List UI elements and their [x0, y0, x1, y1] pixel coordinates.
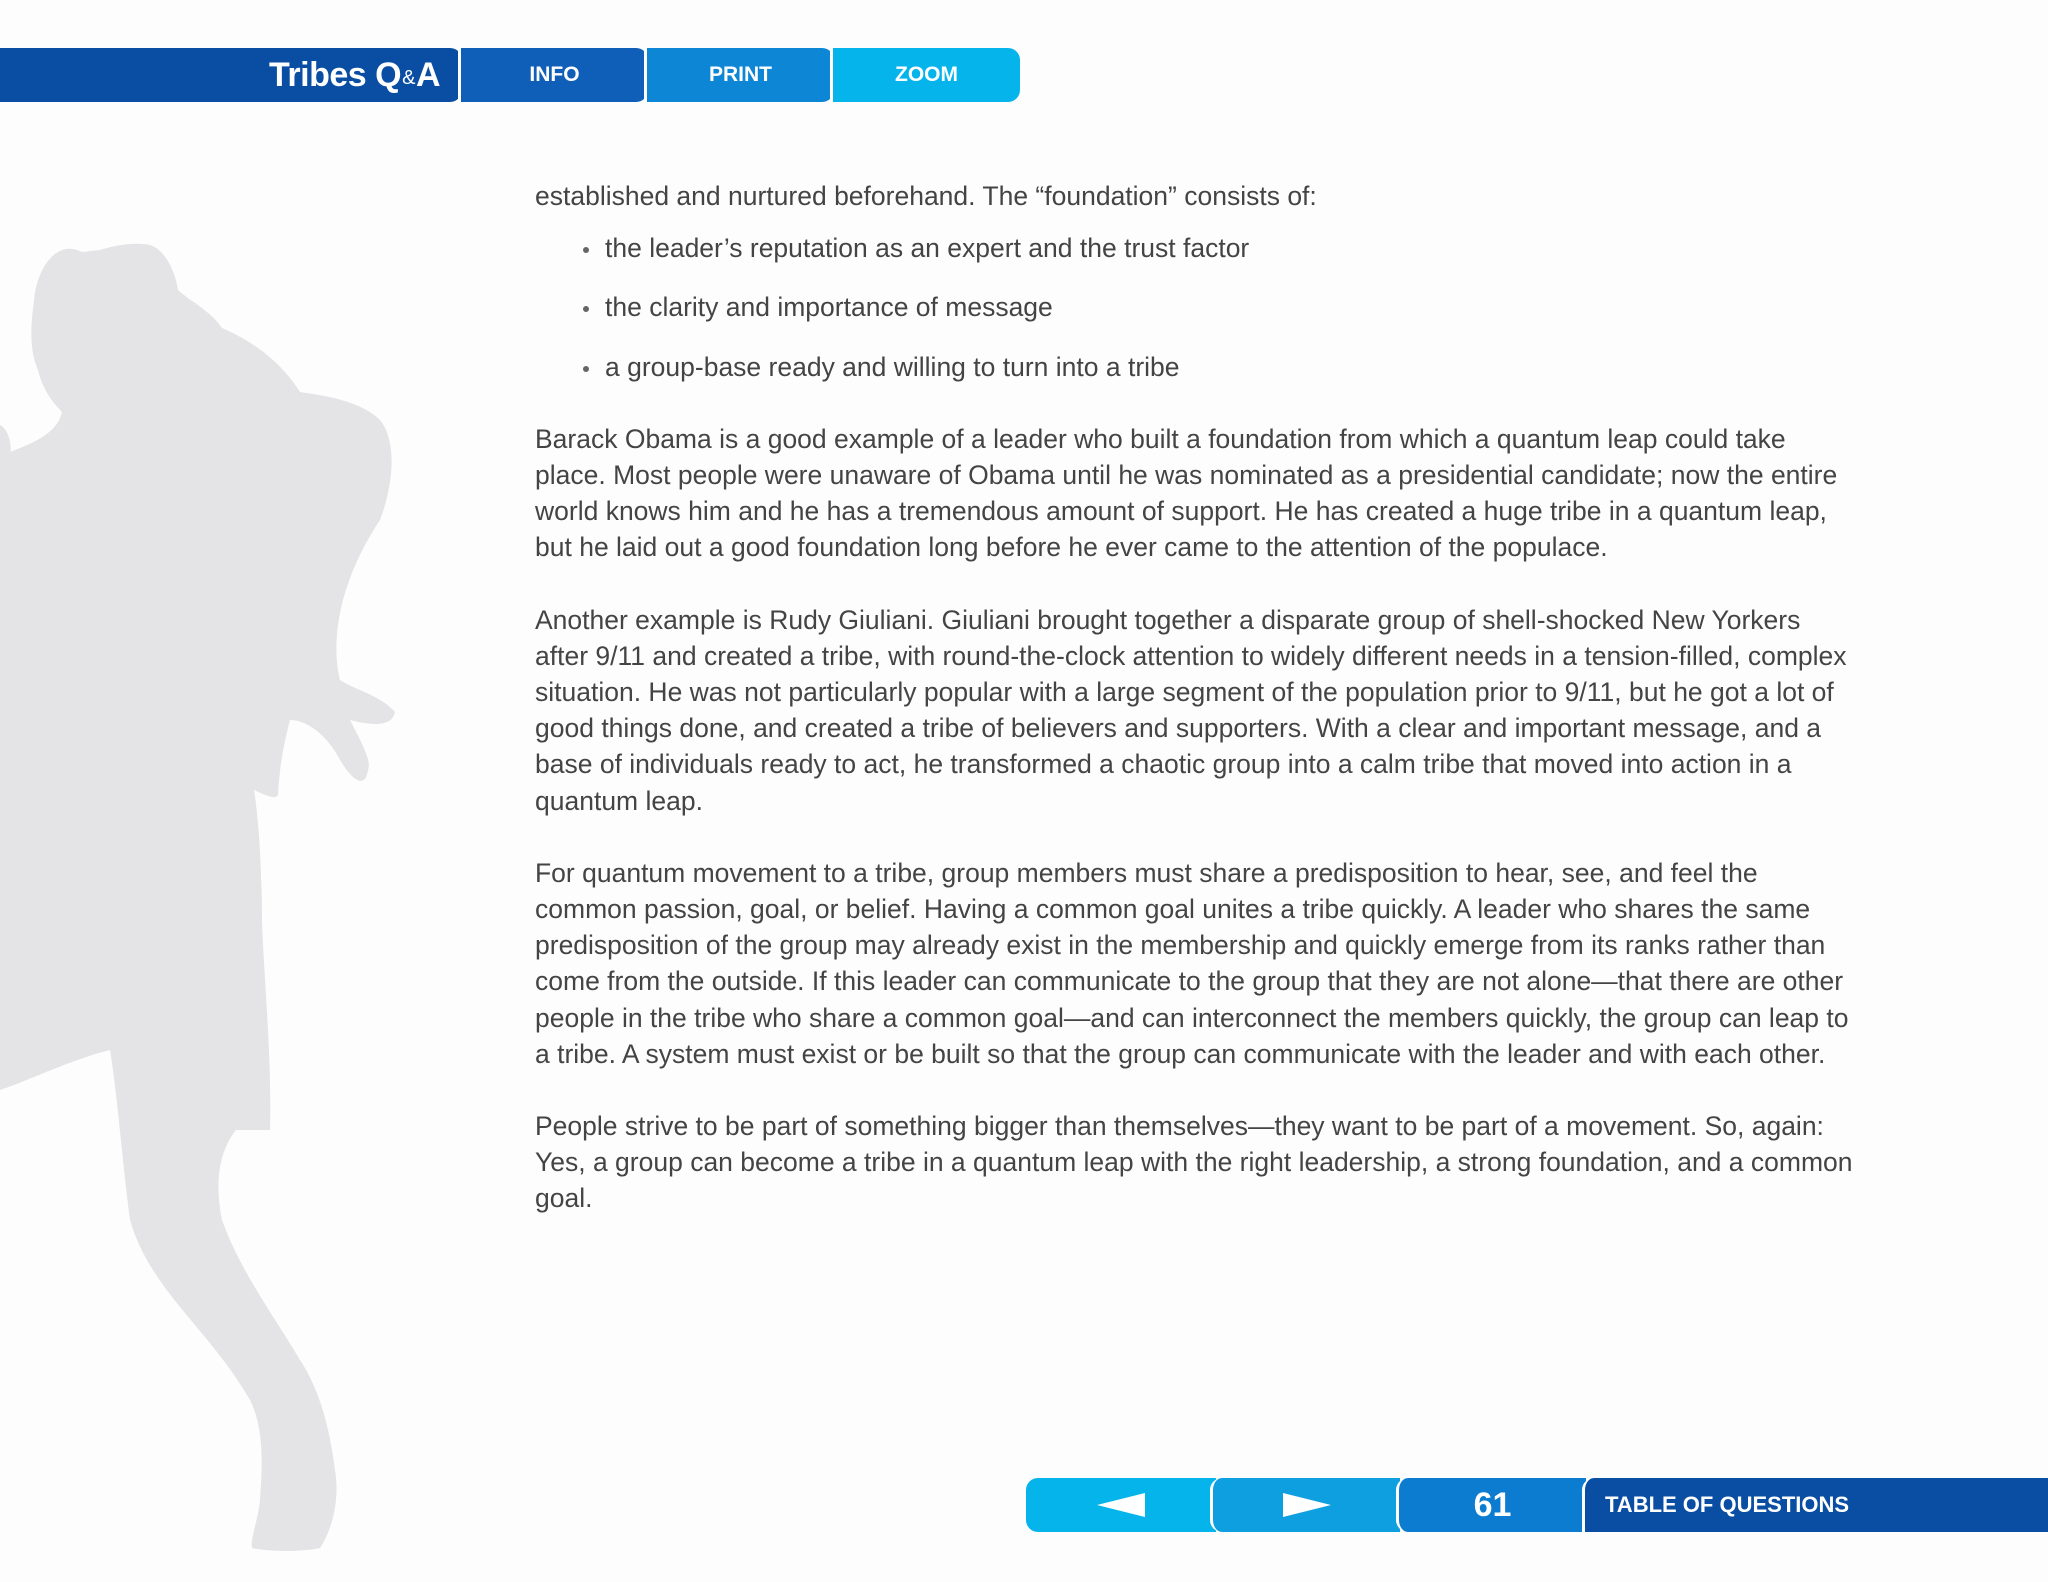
list-item: the clarity and importance of message	[535, 289, 1855, 325]
body-paragraph: Barack Obama is a good example of a leader who built a foundation from which a quantum leap could take place. Most people were unaware of Obama until he was nominated as a presidential candidate; now the entire world knows him and he has a tremendous amount of support. He has created a huge tribe in a quantum leap, but he laid out a good foundation long before he ever came to the attention of the populace.	[535, 423, 1838, 563]
body-paragraph: For quantum movement to a tribe, group members must share a predisposition to hear, see, and feel the common passion, goal, or belief. Having a common goal unites a tribe quickly. A leader who shares the same predisposition of the group may already exist in the membership and quickly emerge from its ranks rather than come from the outside. If this leader can communicate to the group that they are not alone—that there are other people in the tribe who share a common goal—and can interconnect the members quickly, the group can leap to a tribe. A system must exist or be built so that the group can communicate with the leader and with each other.	[535, 857, 1849, 1069]
tab-print[interactable]: PRINT	[644, 48, 834, 102]
left-arrow-icon	[1097, 1493, 1145, 1517]
list-item: the leader’s reputation as an expert and the trust factor	[535, 230, 1855, 266]
list-item: a group-base ready and willing to turn into a tribe	[535, 349, 1855, 385]
intro-paragraph: established and nurtured beforehand. The “foundation” consists of:	[535, 181, 1317, 211]
tab-info[interactable]: INFO	[458, 48, 648, 102]
brand-title-suffix: A	[415, 55, 440, 94]
top-navigation	[0, 48, 1022, 102]
table-of-questions-button[interactable]: TABLE OF QUESTIONS	[1582, 1478, 2048, 1532]
brand-title-ampersand: &	[402, 66, 415, 89]
brand-title-prefix: Tribes Q	[269, 55, 402, 94]
right-arrow-icon	[1283, 1493, 1331, 1517]
body-paragraph: Another example is Rudy Giuliani. Giuliani brought together a disparate group of shell-shocked New Yorkers after 9/11 and created a tribe, with round-the-clock attention to widely different needs in a tension-filled, complex situation. He was not particularly popular with a large segment of the population prior to 9/11, but he got a lot of good things done, and created a tribe of believers and supporters. With a clear and important message, and a base of individuals ready to act, he transformed a chaotic group into a calm tribe that moved into action in a quantum leap.	[535, 604, 1847, 816]
body-paragraph: People strive to be part of something bigger than themselves—they want to be part of a movement. So, again: Yes, a group can become a tribe in a quantum leap with the right leadership, a strong foundation, and a common goal.	[535, 1111, 1853, 1214]
foundation-list	[535, 230, 1855, 385]
brand-title	[0, 48, 462, 102]
previous-page-button[interactable]	[1026, 1478, 1216, 1532]
next-page-button[interactable]	[1210, 1478, 1400, 1532]
bottom-navigation	[1026, 1478, 2048, 1532]
tab-zoom[interactable]: ZOOM	[830, 48, 1020, 102]
player-silhouette-image	[0, 0, 480, 1582]
page-content	[535, 178, 1855, 1253]
page-number: 61	[1396, 1478, 1586, 1532]
